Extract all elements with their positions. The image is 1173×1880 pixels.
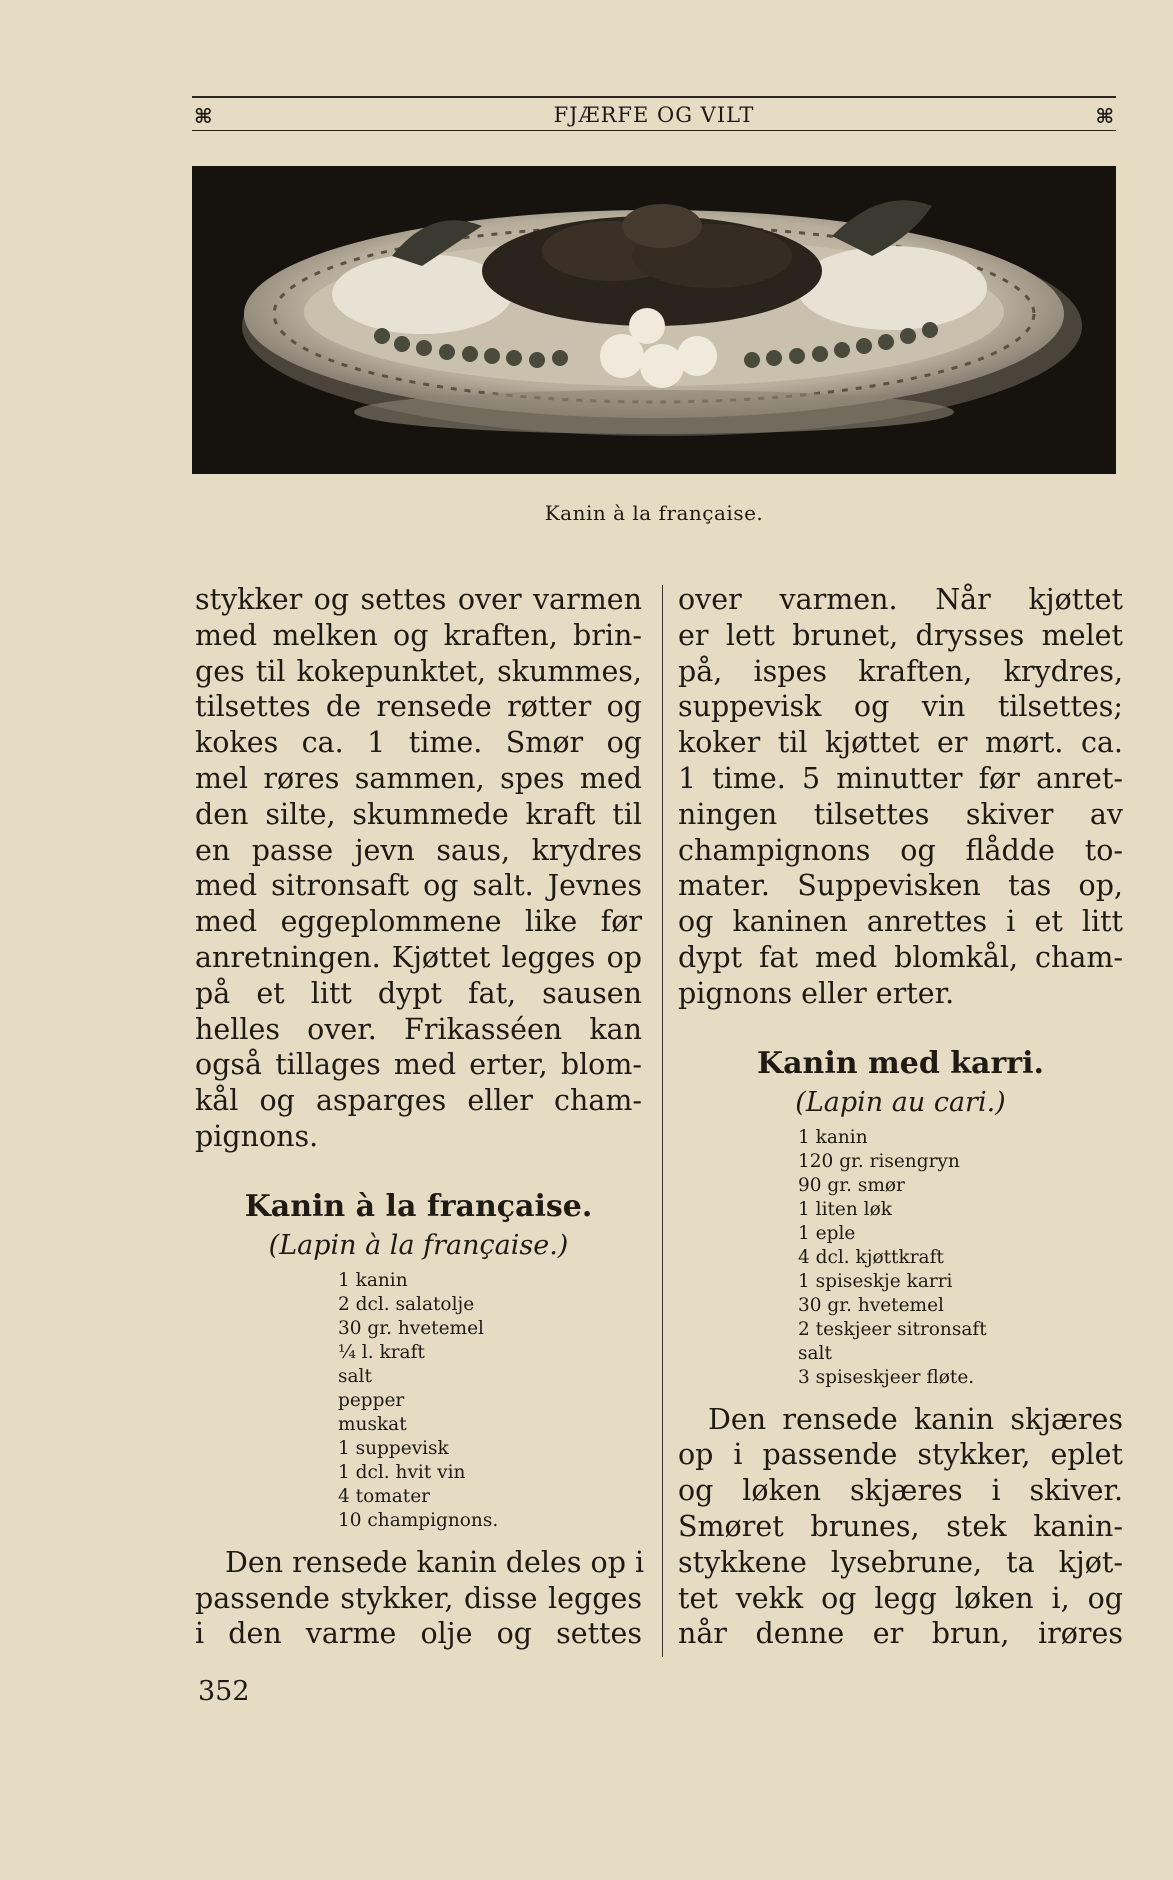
text-line: tet vekk og legg løken i, og <box>678 1581 1123 1615</box>
text-line: Den rensede kanin deles op i <box>225 1545 645 1579</box>
text-line: og løken skjæres i skiver. <box>678 1474 1123 1508</box>
text-line: også tillages med erter, blom- <box>195 1048 642 1082</box>
dish-photo <box>192 166 1116 474</box>
chapter-title: FJÆRFE OG VILT <box>553 103 755 127</box>
ingredient-item: 2 dcl. salatolje <box>338 1293 475 1315</box>
ingredient-item: 30 gr. hvetemel <box>798 1294 944 1316</box>
text-line: kål og asparges eller cham- <box>195 1084 642 1118</box>
text-line: på, ispes kraften, krydres, <box>678 654 1123 688</box>
ingredient-item: 10 champignons. <box>338 1509 499 1531</box>
ingredient-item: 2 teskjeer sitronsaft <box>798 1318 987 1340</box>
left-column <box>195 582 645 1652</box>
column-divider <box>662 585 663 1657</box>
recipe-title: Kanin med karri. <box>757 1045 1044 1081</box>
recipe-subtitle: (Lapin à la française.) <box>268 1229 569 1261</box>
dish-photo-illustration <box>192 166 1116 474</box>
ingredient-item: 90 gr. smør <box>798 1174 905 1196</box>
ingredient-item: 1 suppevisk <box>338 1437 449 1459</box>
ingredient-item: 4 tomater <box>338 1485 431 1507</box>
recipe-method <box>195 1545 645 1652</box>
ingredient-item: 4 dcl. kjøttkraft <box>798 1246 944 1268</box>
text-line: pignons. <box>195 1119 319 1153</box>
recipe-method <box>678 1402 1123 1653</box>
text-line: mater. Suppevisken tas op, <box>678 869 1123 903</box>
ornament-icon: ⌘ <box>194 104 213 128</box>
ornament-icon: ⌘ <box>1095 104 1114 128</box>
text-line: 1 time. 5 minutter før anret- <box>678 761 1123 795</box>
text-line: en passe jevn saus, krydres <box>195 833 642 867</box>
ingredient-item: 1 eple <box>798 1222 856 1244</box>
text-line: pignons eller erter. <box>678 976 955 1010</box>
ingredient-item: 1 dcl. hvit vin <box>338 1461 466 1483</box>
text-line: dypt fat med blomkål, cham- <box>678 940 1123 974</box>
ingredient-list <box>338 1269 642 1533</box>
text-line: ningen tilsettes skiver av <box>678 797 1123 831</box>
ingredient-item: salt <box>798 1342 832 1364</box>
cauliflower <box>797 246 987 330</box>
photo-caption: Kanin à la française. <box>544 501 764 525</box>
page-number: 352 <box>198 1676 250 1707</box>
ingredient-item: 1 kanin <box>798 1126 868 1148</box>
text-line: og kaninen anrettes i et litt <box>678 905 1123 939</box>
text-line: anretningen. Kjøttet legges op <box>195 940 642 974</box>
text-line: over varmen. Når kjøttet <box>678 583 1123 616</box>
text-line: Den rensede kanin skjæres <box>708 1402 1123 1436</box>
text-line: tilsettes de rensede røtter og <box>195 690 642 724</box>
text-line: champignons og flådde to- <box>678 833 1123 867</box>
text-line: kokes ca. 1 time. Smør og <box>195 726 642 760</box>
ingredient-item: 1 liten løk <box>798 1198 892 1220</box>
ingredient-item: 1 spiseskje karri <box>798 1270 953 1292</box>
ingredient-item: 1 kanin <box>338 1269 408 1291</box>
header-rule-bottom <box>192 130 1116 131</box>
text-line: helles over. Frikasséen kan <box>195 1012 642 1046</box>
right-column <box>678 582 1123 1652</box>
text-line: med sitronsaft og salt. Jevnes <box>195 869 642 903</box>
recipe-subtitle: (Lapin au cari.) <box>795 1086 1006 1118</box>
text-line: koker til kjøttet er mørt. ca. <box>678 726 1123 760</box>
text-line: ges til kokepunktet, skummes, <box>195 654 642 688</box>
text-line: på et litt dypt fat, sausen <box>195 976 642 1010</box>
text-line: Smøret brunes, stek kanin- <box>678 1509 1123 1543</box>
text-line: med eggeplommene like før <box>195 905 642 939</box>
text-line: når denne er brun, irøres <box>678 1617 1123 1651</box>
right-continued-text <box>678 582 1123 1012</box>
header-rule-top <box>192 96 1116 98</box>
text-line: op i passende stykker, eplet <box>678 1438 1123 1472</box>
text-line: den silte, skummede kraft til <box>195 797 642 831</box>
running-header <box>192 96 1116 132</box>
recipe-title: Kanin à la française. <box>244 1188 593 1224</box>
text-line: er lett brunet, drysses melet <box>678 618 1123 652</box>
text-line: suppevisk og vin tilsettes; <box>678 690 1123 724</box>
left-continued-text <box>195 582 642 1155</box>
text-line: med melken og kraften, brin- <box>195 618 642 652</box>
ingredient-item: salt <box>338 1365 372 1387</box>
text-line: stykkene lysebrune, ta kjøt- <box>678 1545 1123 1579</box>
ingredient-item: ¼ l. kraft <box>338 1341 425 1363</box>
text-line: mel røres sammen, spes med <box>195 761 642 795</box>
ingredient-item: pepper <box>338 1389 405 1411</box>
ingredient-list <box>798 1126 1123 1390</box>
text-line: i den varme olje og settes <box>195 1617 642 1651</box>
ingredient-item: muskat <box>338 1413 407 1435</box>
text-line: passende stykker, disse legges <box>195 1581 642 1615</box>
ingredient-item: 30 gr. hvetemel <box>338 1317 484 1339</box>
text-line: stykker og settes over varmen <box>195 583 642 616</box>
ingredient-item: 3 spiseskjeer fløte. <box>798 1366 975 1388</box>
ingredient-item: 120 gr. risengryn <box>798 1150 960 1172</box>
